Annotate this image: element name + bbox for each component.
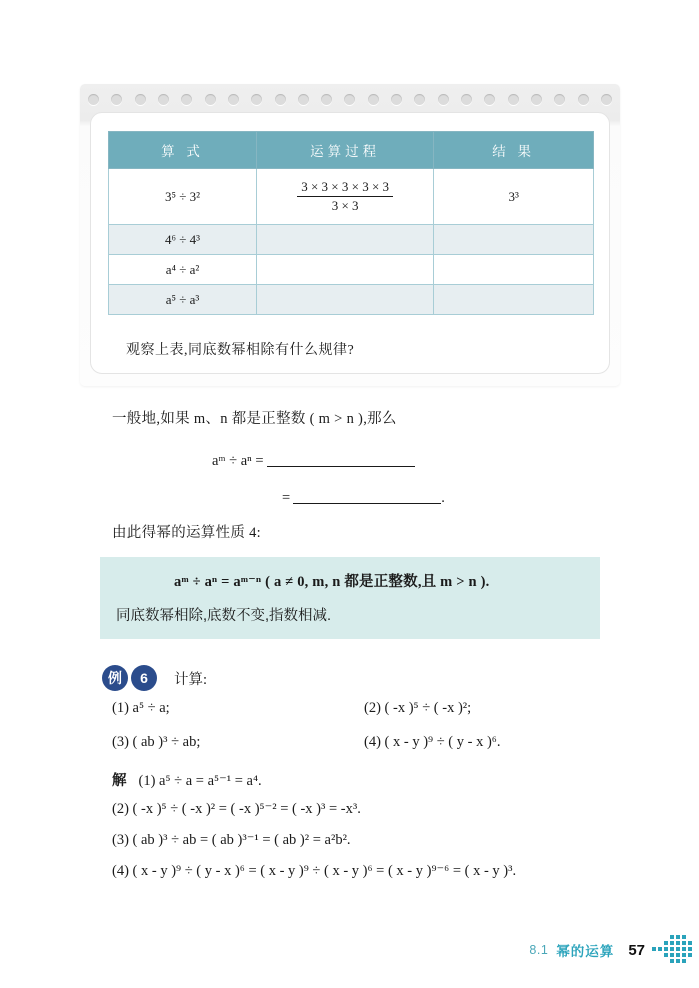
question-row [112,734,632,751]
cell-process[interactable] [256,225,433,255]
punch-hole [554,94,565,105]
punch-hole [508,94,519,105]
question-item: (2) ( -x )⁵ ÷ ( -x )²; [364,700,472,716]
column-header-result: 结 果 [434,132,594,169]
table-row [109,225,594,255]
answer-blank[interactable] [267,452,415,467]
punch-hole [275,94,286,105]
cell-result[interactable] [434,225,594,255]
cell-result[interactable] [434,255,594,285]
punch-hole [601,94,612,105]
rule-highlight-box [100,557,600,639]
trailing-period: . [441,489,445,506]
property-intro-line: 由此得幂的运算性质 4: [112,525,262,541]
solution-row [112,863,652,880]
column-header-expression: 算 式 [109,132,257,169]
cell-expression: a⁴ ÷ a² [109,255,257,285]
punch-hole [344,94,355,105]
cell-process [256,169,433,225]
example-instruction: 计算: [174,671,208,688]
punch-hole [484,94,495,105]
cell-expression: 4⁶ ÷ 4³ [109,225,257,255]
punch-hole-strip [80,84,620,114]
punch-hole [578,94,589,105]
punch-hole [321,94,332,105]
notebook-card [80,84,620,386]
solution-label: 解 [112,773,127,789]
observation-prompt: 观察上表,同底数幂相除有什么规律? [126,343,355,358]
fraction [297,179,393,215]
punch-hole [88,94,99,105]
question-item: (4) ( x - y )⁹ ÷ ( y - x )⁶. [364,734,501,750]
question-item: (1) a⁵ ÷ a; [112,700,170,716]
cell-process[interactable] [256,255,433,285]
dot-decoration-icon [651,933,695,967]
punch-hole [368,94,379,105]
punch-hole [205,94,216,105]
punch-hole [391,94,402,105]
solution-row [112,832,652,849]
question-item: (3) ( ab )³ ÷ ab; [112,734,201,750]
notebook-inner-sheet [90,112,610,374]
table-header-row [109,132,594,169]
punch-hole [298,94,309,105]
table-head [109,132,594,169]
question-row [112,700,632,717]
example-badge-number: 6 [131,665,157,691]
solution-row [112,801,652,818]
punch-hole [158,94,169,105]
table-row [109,169,594,225]
column-header-process: 运算过程 [256,132,433,169]
punch-hole [181,94,192,105]
punch-hole [251,94,262,105]
footer-section-title: 幂的运算 [556,944,615,959]
equation-equals-sign: = [282,489,291,506]
fill-in-equation-first [112,452,622,470]
punch-hole [111,94,122,105]
cell-result[interactable] [434,285,594,315]
cell-result: 3³ [434,169,594,225]
page-footer [0,930,699,970]
footer-section-number: 8.1 [529,943,549,957]
cell-expression: 3⁵ ÷ 3² [109,169,257,225]
general-statement: 一般地,如果 m、n 都是正整数 ( m > n ),那么 [112,411,397,427]
fraction-denominator: 3 × 3 [297,196,393,214]
rule-formula: aᵐ ÷ aⁿ = aᵐ⁻ⁿ ( a ≠ 0, m, n 都是正整数,且 m > n ). [174,574,490,590]
answer-blank[interactable] [293,489,441,504]
cell-process[interactable] [256,285,433,315]
example-heading [102,665,207,691]
punch-hole [531,94,542,105]
rule-sentence: 同底数幂相除,底数不变,指数相减. [116,608,332,624]
table-row [109,255,594,285]
fraction-numerator: 3 × 3 × 3 × 3 × 3 [301,178,390,194]
punch-hole [438,94,449,105]
fill-in-equation-second [112,489,622,507]
solution-item: (2) ( -x )⁵ ÷ ( -x )² = ( -x )⁵⁻² = ( -x )³ = -x³. [112,801,361,817]
solution-row [112,769,652,790]
example-badge-label: 例 [102,665,128,691]
punch-hole [461,94,472,105]
punch-hole [228,94,239,105]
solution-item: (1) a⁵ ÷ a = a⁵⁻¹ = a⁴. [138,773,262,789]
solution-item: (4) ( x - y )⁹ ÷ ( y - x )⁶ = ( x - y )⁹ ÷ ( x - y )⁶ = ( x - y )⁹⁻⁶ = ( x - y )³. [112,863,517,879]
table-body [109,169,594,315]
cell-expression: a⁵ ÷ a³ [109,285,257,315]
solution-item: (3) ( ab )³ ÷ ab = ( ab )³⁻¹ = ( ab )² = a²b². [112,832,351,848]
footer-page-number: 57 [628,941,645,959]
table-row [109,285,594,315]
equation-lhs: aᵐ ÷ aⁿ = [212,452,264,469]
power-division-table [108,131,594,315]
punch-hole [135,94,146,105]
punch-hole [414,94,425,105]
